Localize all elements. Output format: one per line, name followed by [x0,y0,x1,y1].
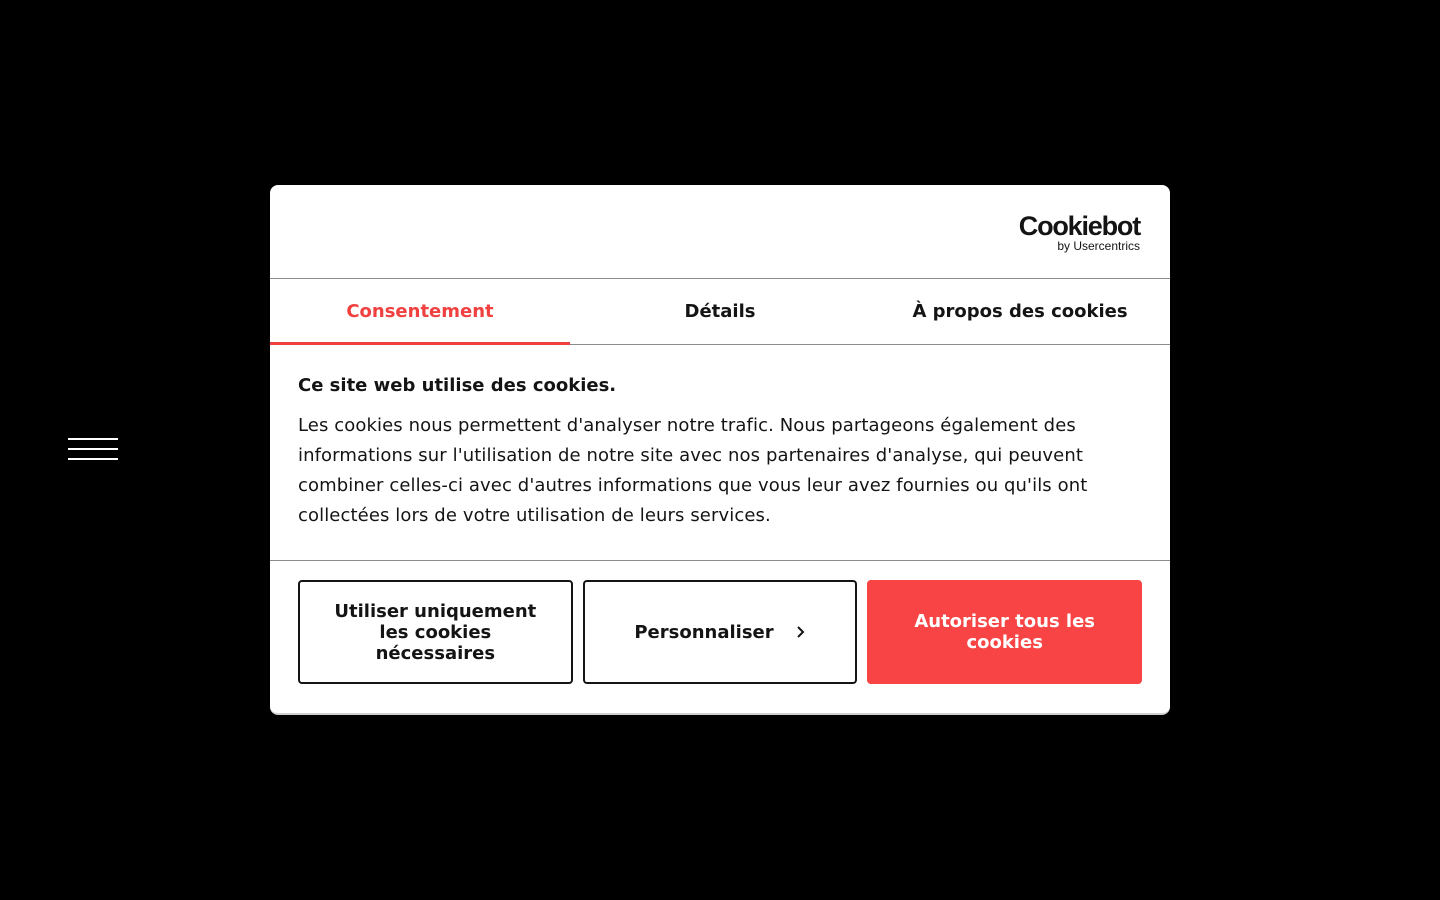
customize-button[interactable] [583,580,858,684]
menu-line [68,438,118,440]
customize-label: Personnaliser [634,621,774,643]
necessary-cookies-button[interactable] [298,580,573,684]
consent-description: Les cookies nous permettent d'analyser notre trafic. Nous partageons également des informations sur l'utilisation de notre site avec nos partenaires d'analyse, qui peuvent combiner celles-ci avec d'autres informations que vous leur avez fournies ou qu'ils ont collectées lors de votre utilisation de leurs services. [298,415,1088,526]
dialog-header [270,185,1170,279]
necessary-cookies-label: Utiliser uniquement les cookies nécessaires [334,600,537,664]
tab-details[interactable]: Détails [684,301,756,322]
consent-title: Ce site web utilise des cookies. [298,375,617,396]
menu-line [68,448,118,450]
logo-subtitle: by Usercentrics [1057,239,1140,253]
tab-bar [270,279,1170,345]
consent-content [270,345,1170,561]
logo-name: Cookiebot [1018,211,1140,241]
chevron-right-icon [796,623,806,644]
action-buttons [270,561,1170,684]
cookie-consent-dialog [270,185,1170,715]
hamburger-menu-icon[interactable] [68,438,118,462]
menu-line [68,458,118,460]
allow-all-button[interactable] [867,580,1142,684]
cookiebot-logo [1019,213,1140,253]
tab-consent[interactable]: Consentement [270,279,570,344]
allow-all-label: Autoriser tous les cookies [914,611,1096,653]
tab-about-cookies[interactable]: À propos des cookies [912,301,1128,322]
